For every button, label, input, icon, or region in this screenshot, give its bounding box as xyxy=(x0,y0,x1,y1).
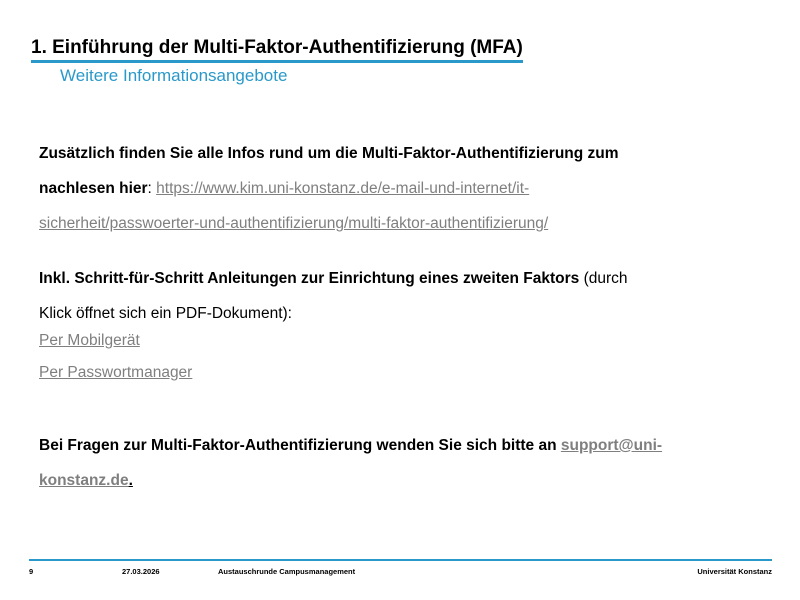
contact-paragraph xyxy=(39,428,662,498)
instructions-paragraph xyxy=(39,261,628,331)
page-number: 9 xyxy=(29,567,34,576)
instructions-text-bold: Inkl. Schritt-für-Schritt Anleitungen zur Einrichtung eines zweiten Faktors xyxy=(39,270,580,287)
contact-line-1 xyxy=(39,428,662,463)
instructions-text-plain-2: Klick öffnet sich ein PDF-Dokument): xyxy=(39,305,292,322)
support-email-link[interactable]: support@uni- xyxy=(560,437,663,454)
slide-title: 1. Einführung der Multi-Faktor-Authentifizierung (MFA) xyxy=(31,38,523,63)
password-manager-pdf-link[interactable]: Per Passwortmanager xyxy=(39,364,193,381)
kim-url-link[interactable]: https://www.kim.uni-konstanz.de/e-mail-und-internet/it- xyxy=(156,180,530,197)
password-manager-link-row xyxy=(39,355,192,390)
instructions-text-plain: (durch xyxy=(579,270,628,287)
info-text-bold: Zusätzlich finden Sie alle Infos rund um die Multi-Faktor-Authentifizierung zum xyxy=(39,145,619,162)
mobile-device-pdf-link[interactable]: Per Mobilgerät xyxy=(39,332,140,349)
support-email-link-continuation[interactable]: konstanz.de xyxy=(39,472,129,489)
contact-text-bold: Bei Fragen zur Multi-Faktor-Authentifizierung wenden Sie sich bitte an xyxy=(39,437,561,454)
presentation-name: Austauschrunde Campusmanagement xyxy=(218,567,356,576)
info-text-bold-2: nachlesen hier xyxy=(39,180,148,197)
contact-line-2 xyxy=(39,463,662,498)
university-name: Universität Konstanz xyxy=(697,567,772,576)
mobile-device-link-row xyxy=(39,323,140,358)
slide-date: 27.03.2026 xyxy=(122,567,160,576)
info-line-2 xyxy=(39,171,619,206)
info-line-3 xyxy=(39,206,619,241)
info-separator: : xyxy=(147,180,157,197)
slide-subtitle: Weitere Informationsangebote xyxy=(60,66,288,85)
footer-divider xyxy=(29,559,772,561)
instructions-line-1 xyxy=(39,261,628,296)
contact-period: . xyxy=(128,472,133,489)
info-paragraph xyxy=(39,136,619,241)
kim-url-link-continuation[interactable]: sicherheit/passwoerter-und-authentifizierung/multi-faktor-authentifizierung/ xyxy=(39,215,549,232)
info-line-1 xyxy=(39,136,619,171)
